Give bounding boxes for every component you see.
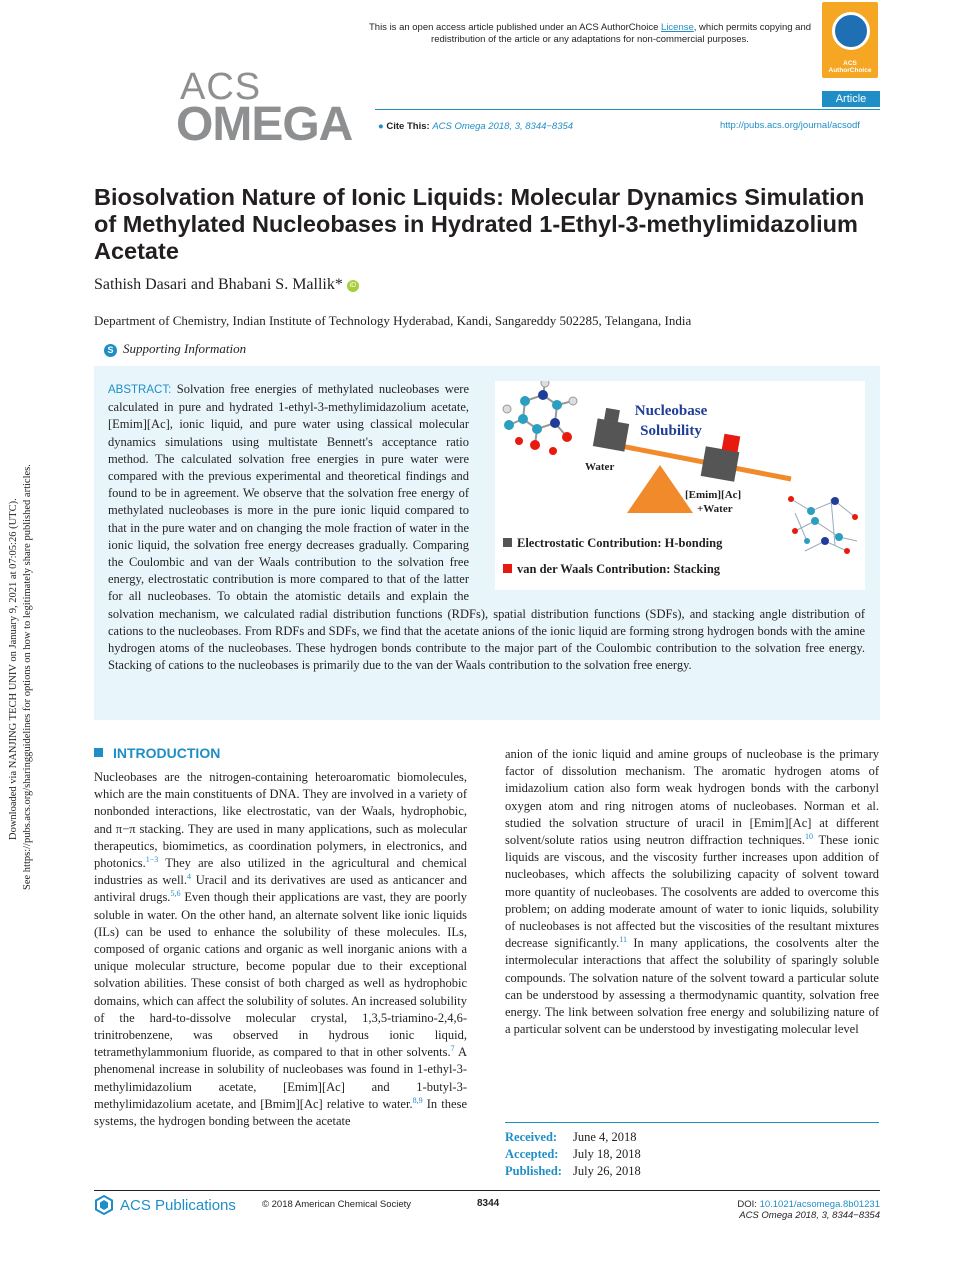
legend-electrostatic: Electrostatic Contribution: H-bonding — [517, 536, 723, 550]
legend-grey-swatch — [503, 538, 512, 547]
toc-title-line2: Solubility — [640, 423, 702, 439]
supporting-info-icon: S — [104, 344, 117, 357]
page-number: 8344 — [477, 1198, 500, 1209]
abstract-label: ABSTRACT: — [108, 384, 172, 396]
journal-url[interactable]: http://pubs.acs.org/journal/acsodf — [720, 120, 860, 131]
open-access-notice: This is an open access article published under an ACS AuthorChoice License, which permits copying and redistribution of the article or any adaptations for non-commercial purposes. — [368, 22, 812, 45]
intro-right-column: anion of the ionic liquid and amine groups of nucleobase is the primary factor of dissolution mechanism. The aromatic hydrogen atoms of imidazolium cation also form weak hydrogen bonds with the carbonyl oxygen atom and ring nitrogen atoms of nucleobases. Norman et al. studied the solvation structure of uracil in [Emim][Ac] at different solvent/solute ratios using neutron diffraction techniques.$^{10}$ These ionic liquids are viscous, and the viscosity further increases upon addition of nucleobases, which affects the solubilizing capacity of solvent toward more quantity of nucleobases. The cosolvents are added to overcome this problem; on adding moderate amount of water to ionic liquids, solubility of nucleobases is not affected but the viscosities of the resultant mixtures decrease significantly.$^{11}$ In many applications, the cosolvents alter the intermolecular interactions that affect the solubility of sparingly soluble compounds. The solvation nature of the solvent toward a particular solute can be understood by assessing a thermodynamic quantity, solvation free energy. The link between solvation free energy and solubilizing nature of a particular solvent can be understood by investigating molecular level — [505, 747, 879, 1037]
article-type-tag: Article — [822, 91, 880, 107]
affiliation: Department of Chemistry, Indian Institute of Technology Hyderabad, Kandi, Sangareddy 502285, Telangana, India — [94, 313, 692, 328]
doi-link[interactable]: 10.1021/acsomega.8b01231 — [759, 1199, 880, 1210]
citation-link[interactable]: 8,9 — [412, 1095, 423, 1105]
citation-link[interactable]: 7 — [450, 1044, 455, 1054]
section-heading-introduction: INTRODUCTION — [94, 745, 220, 761]
legend-vdw: van der Waals Contribution: Stacking — [517, 562, 721, 576]
cite-icon: ● — [378, 121, 384, 132]
download-notice-line2: See https://pubs.acs.org/sharingguidelines for options on how to legitimately share published articles. — [22, 464, 33, 890]
paper-title: Biosolvation Nature of Ionic Liquids: Molecular Dynamics Simulation of Methylated Nucleobases in Hydrated 1-Ethyl-3-methylimidazolium Acetate — [94, 184, 865, 264]
toc-graphic — [495, 381, 865, 590]
citation-link[interactable]: 10 — [805, 831, 814, 841]
molecule-right-icon — [785, 489, 861, 555]
footer-divider — [94, 1190, 880, 1191]
acs-hexagon-icon — [94, 1195, 114, 1215]
water-label: Water — [585, 461, 615, 473]
journal-logo-acs: ACS — [180, 66, 262, 108]
molecule-left-icon — [503, 381, 577, 455]
acs-publications-logo[interactable]: ACS Publications — [94, 1195, 236, 1215]
authors: Sathish Dasari and Bhabani S. Mallik* iD — [94, 276, 359, 294]
abstract-text: Solvation free energies of methylated nucleobases were calculated in pure and hydrated 1-ethyl-3-methylimidazolium acetate, [Emim][Ac], ionic liquid, and pure water using classical molecular dynamics simulations using multistate Bennett's acceptance ratio method. The calculated solvation free energies in pure water were compared with the previous experimental and theoretical findings and found to be in agreement. We observe that the solvation free energy of methylated nucleobases is more in the pure ionic liquid compared to that in the pure water and on changing the mole fraction of water in the ionic liquid, the solvation free energy decreases gradually. Comparing the Coulombic and van der Waals contribution to the solvation free energy, electrostatic contribution is more compared to that of the latter for all nucleobases. To obtain the atomistic details and explain the solvation mechanism, we calculated radial distribution functions (RDFs), spatial distribution functions (SDFs), and stacking angle distribution of cations to the nucleobases. From RDFs and SDFs, we find that the acetate anions of the ionic liquid are forming strong hydrogen bonds with the amine hydrogen atoms of the nucleobases. These hydrogen bonds contribute to the major part of the Coulombic contribution to the solvation free energy. Stacking of cations to the nucleobases is primarily due to the van der Waals contribution to the solvation free energy. — [108, 382, 865, 673]
publication-dates — [505, 1129, 641, 1180]
copyright: © 2018 American Chemical Society — [262, 1199, 412, 1210]
orcid-icon[interactable]: iD — [347, 280, 359, 292]
accepted-date: Accepted: July 18, 2018 — [505, 1147, 641, 1161]
citation-link[interactable]: 5,6 — [170, 889, 181, 899]
footer-citation: ACS Omega 2018, 3, 8344−8354 — [739, 1210, 880, 1221]
citation-link[interactable]: 1−3 — [145, 854, 159, 864]
journal-logo-omega: OMEGA — [176, 98, 353, 151]
download-notice-line1: Downloaded via NANJING TECH UNIV on January 9, 2021 at 07:05:26 (UTC). — [8, 498, 19, 840]
open-access-icon — [832, 12, 870, 50]
il-label-line1: [Emim][Ac] — [685, 489, 742, 501]
license-link[interactable]: License — [661, 22, 694, 33]
cite-this: ● Cite This: ACS Omega 2018, 3, 8344−8354 — [378, 121, 574, 132]
cite-reference[interactable]: ACS Omega 2018, 3, 8344−8354 — [432, 121, 574, 132]
doi-block: DOI: 10.1021/acsomega.8b01231 ACS Omega 2018, 3, 8344−8354 — [737, 1199, 880, 1221]
published-date: Published: July 26, 2018 — [505, 1164, 641, 1178]
legend-red-swatch — [503, 564, 512, 573]
authorchoice-badge: ACS AuthorChoice — [822, 2, 878, 78]
citation-link[interactable]: 4 — [187, 872, 192, 882]
il-label-line2: +Water — [697, 503, 733, 515]
intro-left-column: Nucleobases are the nitrogen-containing heteroaromatic biomolecules, which are the main constituents of DNA. They are involved in a variety of nonbonded interactions, like electrostatic, van der Waals, hydrophobic, and π−π stacking. They are used in many applications, such as molecular therapeutics, biomimetics, as coordination polymers, in electronics, and photonics.$^{1-3}$ They are also utilized in the agricultural and chemical industries as well.$^4$ Uracil and its derivatives are used as anticancer and antiviral drugs.$^{5,6}$ Even though their applications are vast, they are poorly soluble in water. On the other hand, an alternate solvent like ionic liquids (ILs) can be used to enhance the solubility of these molecules. ILs, composed of organic cations and organic as well inorganic anions with a unique molecular structure, become popular due to their exceptional solvation abilities. These consist of both charged as well as hydrophobic domains, which can affect the solubility of solutes. An increased solubility of the hard-to-dissolve molecular crystal, 1,3,5-triamino-2,4,6-trinitrobenzene, was observed in hydrous ionic liquid, tetramethylammonium fluoride, as compared to that in other solvents.$^7$ A phenomenal increase in solubility of nucleobases was found in 1-ethyl-3-methylimidazolium acetate, [Emim][Ac] and 1-butyl-3-methylimidazolium acetate, and [Bmim][Ac] relative to water.$^{8,9}$ In these systems, the hydrogen bonding between the acetate — [94, 770, 467, 1129]
supporting-info-link[interactable]: S Supporting Information — [104, 341, 246, 357]
dates-divider — [505, 1122, 879, 1123]
toc-title-line1: Nucleobase — [634, 403, 708, 419]
received-date: Received: June 4, 2018 — [505, 1130, 637, 1144]
header-divider — [375, 109, 880, 110]
citation-link[interactable]: 11 — [619, 935, 627, 945]
section-bullet-icon — [94, 748, 103, 757]
download-notice — [4, 380, 34, 900]
